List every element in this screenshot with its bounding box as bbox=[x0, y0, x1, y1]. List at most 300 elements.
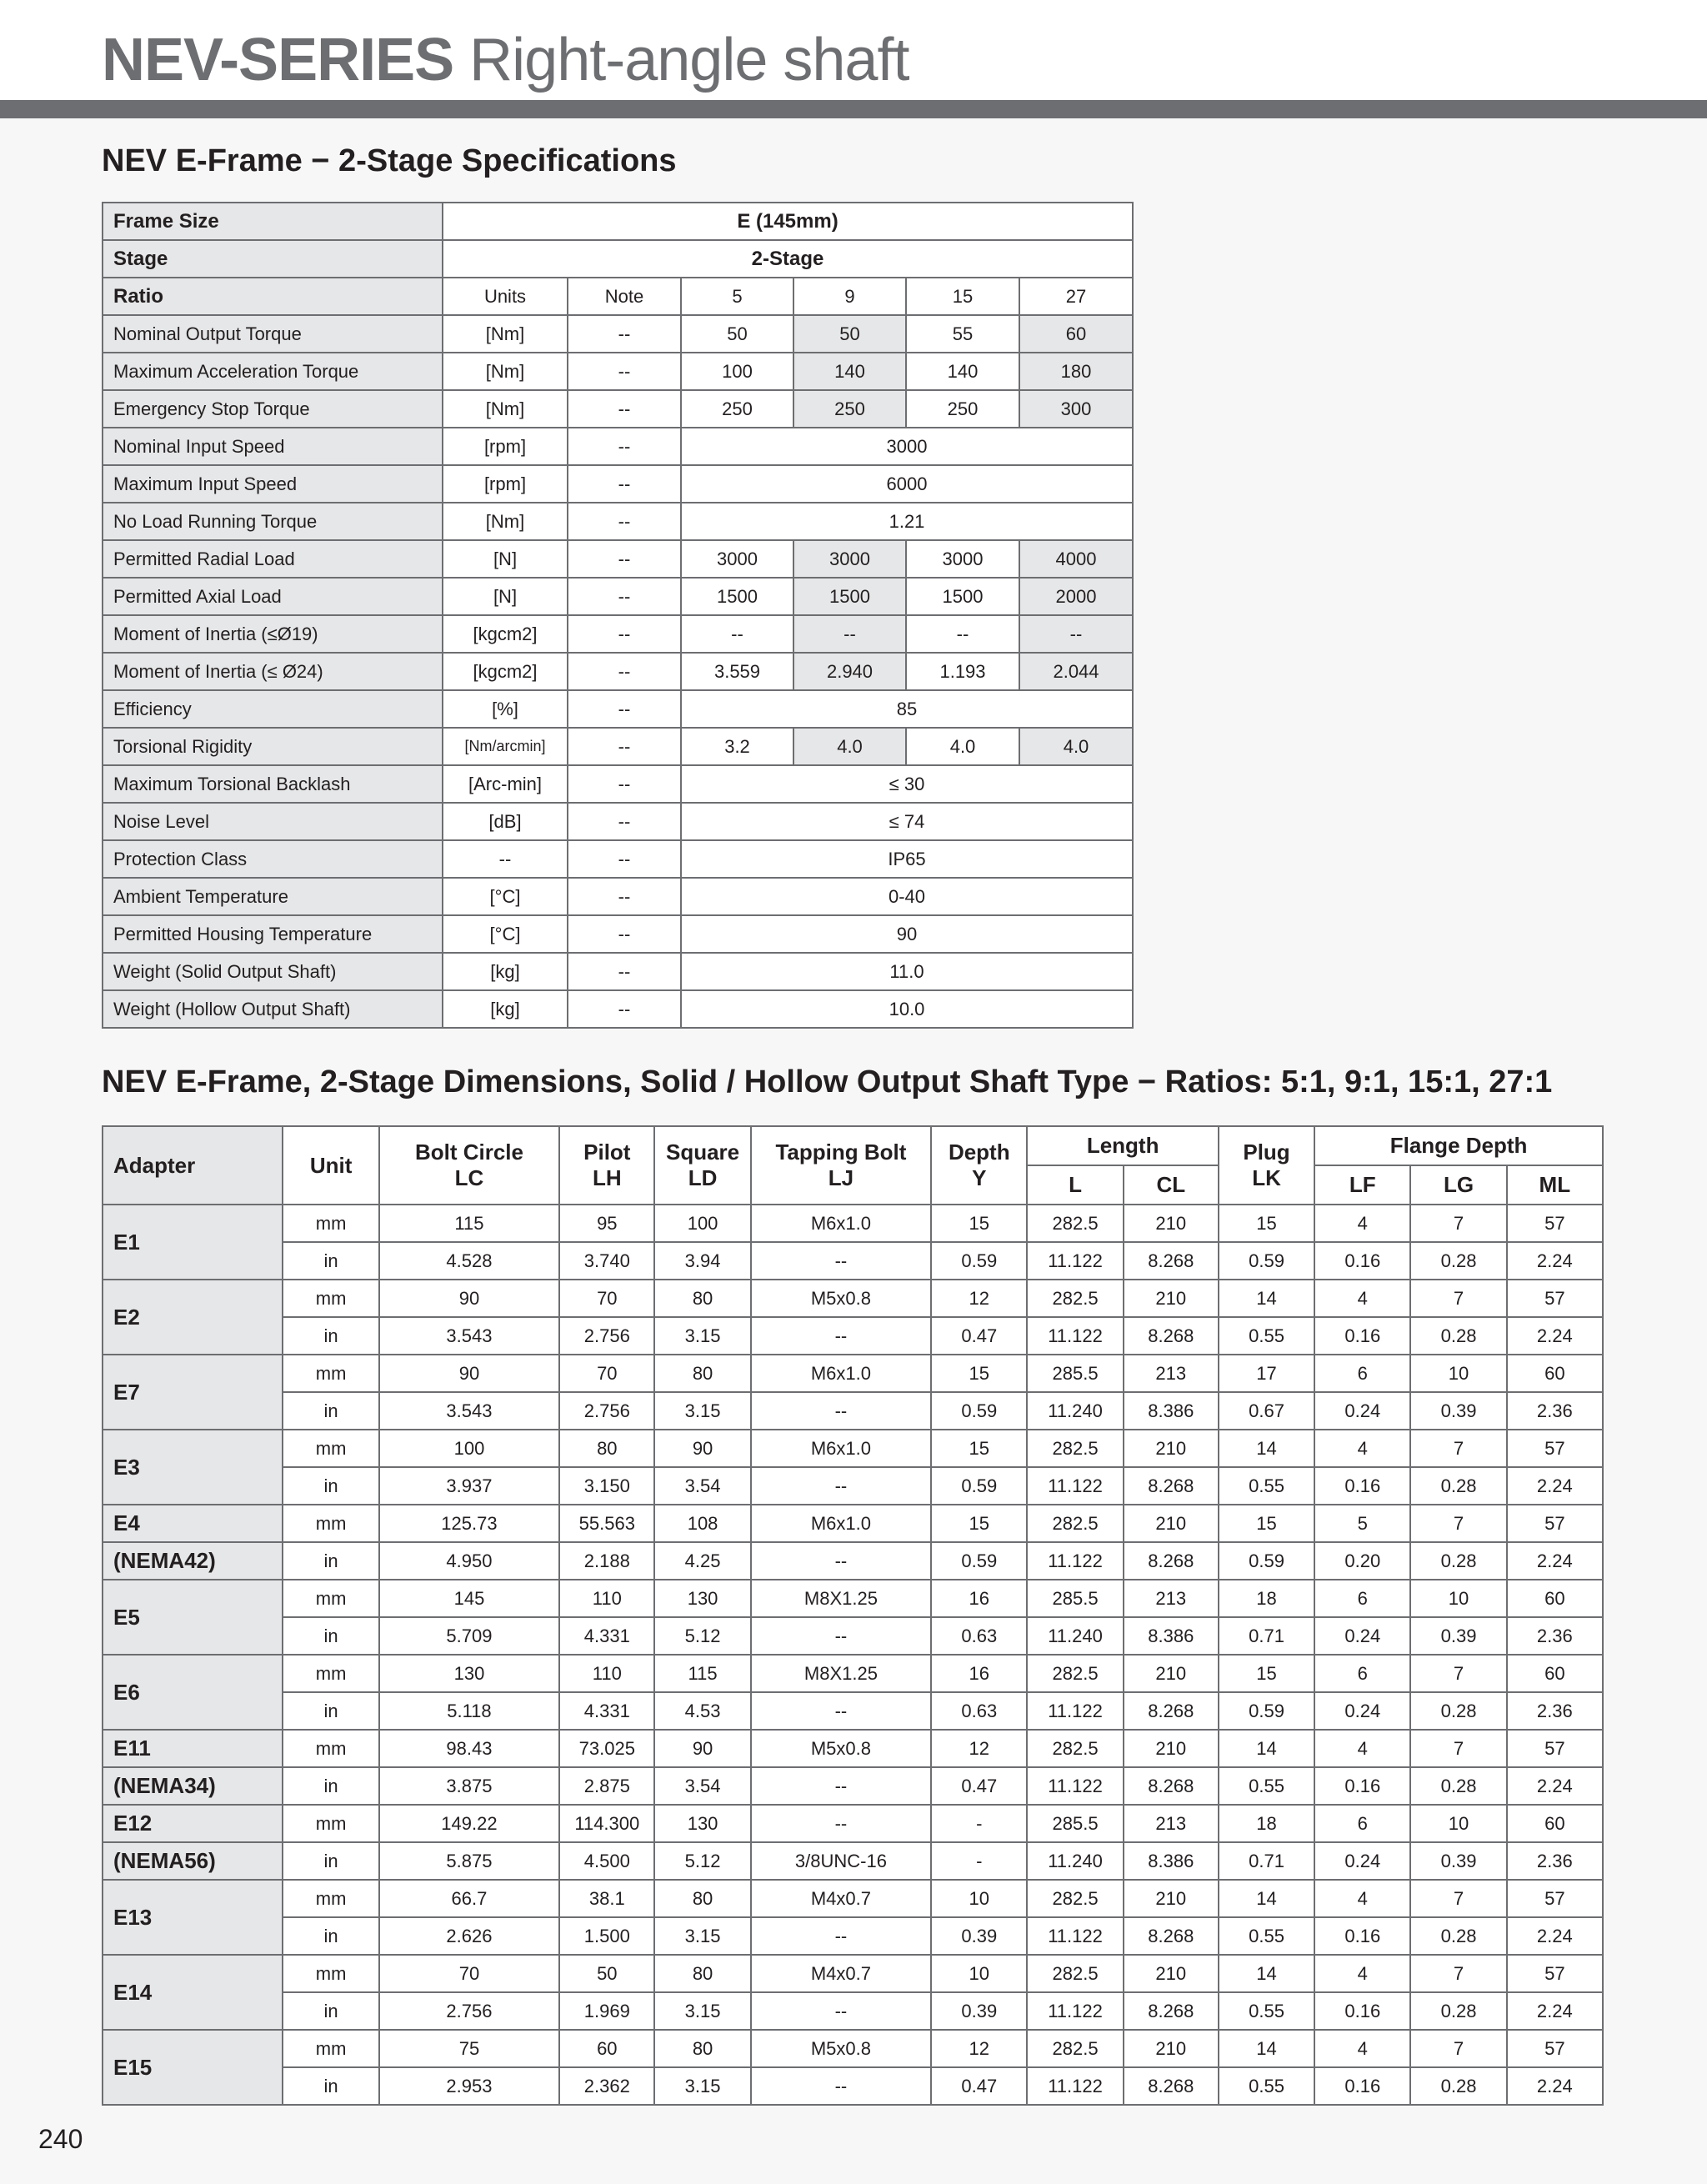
spec-section-title: NEV E-Frame − 2-Stage Specifications bbox=[102, 143, 677, 178]
spec-note: -- bbox=[568, 953, 681, 990]
spec-label: Moment of Inertia (≤ Ø24) bbox=[103, 653, 443, 690]
dim-value: 0.39 bbox=[1410, 1617, 1506, 1655]
dim-value: 0.24 bbox=[1314, 1692, 1410, 1730]
dim-value: 98.43 bbox=[379, 1730, 559, 1767]
spec-row bbox=[103, 390, 1133, 428]
dim-value: 0.16 bbox=[1314, 1317, 1410, 1355]
dim-value: 0.16 bbox=[1314, 1242, 1410, 1280]
dims-section-title: NEV E-Frame, 2-Stage Dimensions, Solid / Hollow Output Shaft Type − Ratios: 5:1, 9:1, 15:1, 27:1 bbox=[102, 1064, 1553, 1100]
dim-value: 70 bbox=[379, 1955, 559, 1992]
dim-value: 17 bbox=[1219, 1355, 1314, 1392]
plug-label: Plug bbox=[1243, 1140, 1290, 1165]
unit-cell: in bbox=[283, 1542, 378, 1580]
dim-value: 10 bbox=[1410, 1580, 1506, 1617]
dim-value: 3.15 bbox=[654, 1992, 750, 2030]
dim-value: 57 bbox=[1507, 1430, 1603, 1467]
dim-value: 5.709 bbox=[379, 1617, 559, 1655]
dim-value: 0.59 bbox=[931, 1392, 1027, 1430]
spec-row bbox=[103, 353, 1133, 390]
spec-value: 1.193 bbox=[906, 653, 1019, 690]
spec-units: [kgcm2] bbox=[443, 653, 568, 690]
dim-value: 8.268 bbox=[1124, 2067, 1219, 2105]
dim-value: 210 bbox=[1124, 1655, 1219, 1692]
spec-label: Emergency Stop Torque bbox=[103, 390, 443, 428]
dim-value: 4.528 bbox=[379, 1242, 559, 1280]
depth-header bbox=[931, 1126, 1027, 1205]
spec-label: No Load Running Torque bbox=[103, 503, 443, 540]
lg-header: LG bbox=[1410, 1165, 1506, 1205]
dim-value: 3.15 bbox=[654, 1317, 750, 1355]
dim-value: 2.36 bbox=[1507, 1617, 1603, 1655]
spec-row bbox=[103, 728, 1133, 765]
unit-cell: mm bbox=[283, 1730, 378, 1767]
dim-value: M6x1.0 bbox=[751, 1505, 931, 1542]
table-row bbox=[103, 1617, 1603, 1655]
dim-value: 0.24 bbox=[1314, 1842, 1410, 1880]
spec-units: [Nm] bbox=[443, 315, 568, 353]
dim-value: 12 bbox=[931, 1280, 1027, 1317]
spec-label: Maximum Acceleration Torque bbox=[103, 353, 443, 390]
dim-value: 16 bbox=[931, 1580, 1027, 1617]
table-row bbox=[103, 1505, 1603, 1542]
table-row bbox=[103, 1692, 1603, 1730]
spec-value-merged: IP65 bbox=[681, 840, 1133, 878]
unit-cell: in bbox=[283, 1617, 378, 1655]
spec-value: 60 bbox=[1019, 315, 1133, 353]
dim-value: 282.5 bbox=[1027, 1430, 1123, 1467]
adapter-name: E7 bbox=[103, 1355, 283, 1430]
adapter-name: E5 bbox=[103, 1580, 283, 1655]
dim-value: 5 bbox=[1314, 1505, 1410, 1542]
dim-value: 285.5 bbox=[1027, 1805, 1123, 1842]
adapter-name: (NEMA56) bbox=[103, 1842, 283, 1880]
dim-value: 2.362 bbox=[559, 2067, 654, 2105]
spec-note: -- bbox=[568, 578, 681, 615]
unit-cell: mm bbox=[283, 1280, 378, 1317]
lh-label: LH bbox=[592, 1165, 622, 1190]
l-header: L bbox=[1027, 1165, 1123, 1205]
dim-value: 210 bbox=[1124, 1505, 1219, 1542]
dim-value: 2.953 bbox=[379, 2067, 559, 2105]
spec-row bbox=[103, 990, 1133, 1028]
spec-note: -- bbox=[568, 315, 681, 353]
dim-value: 3.54 bbox=[654, 1467, 750, 1505]
dim-value: 115 bbox=[379, 1205, 559, 1242]
dim-value: 1.500 bbox=[559, 1917, 654, 1955]
dim-value: 130 bbox=[379, 1655, 559, 1692]
unit-cell: in bbox=[283, 1317, 378, 1355]
dim-value: -- bbox=[751, 1242, 931, 1280]
lc-label: LC bbox=[454, 1165, 484, 1190]
unit-cell: in bbox=[283, 1692, 378, 1730]
dim-value: -- bbox=[751, 1542, 931, 1580]
dim-value: -- bbox=[751, 1692, 931, 1730]
spec-note: -- bbox=[568, 990, 681, 1028]
dim-value: 3.543 bbox=[379, 1317, 559, 1355]
square-header bbox=[654, 1126, 750, 1205]
dim-value: 210 bbox=[1124, 1730, 1219, 1767]
dim-value: 0.28 bbox=[1410, 2067, 1506, 2105]
dim-value: 11.240 bbox=[1027, 1617, 1123, 1655]
dim-value: 2.24 bbox=[1507, 1992, 1603, 2030]
stage-value: 2-Stage bbox=[443, 240, 1133, 278]
dim-value: M4x0.7 bbox=[751, 1955, 931, 1992]
dim-value: 11.122 bbox=[1027, 1317, 1123, 1355]
dim-value: 282.5 bbox=[1027, 2030, 1123, 2067]
dim-value: 80 bbox=[559, 1430, 654, 1467]
ratio-label: Ratio bbox=[103, 278, 443, 315]
spec-label: Ambient Temperature bbox=[103, 878, 443, 915]
dim-value: 15 bbox=[931, 1205, 1027, 1242]
dim-value: M5x0.8 bbox=[751, 2030, 931, 2067]
dim-value: 2.24 bbox=[1507, 1242, 1603, 1280]
dim-value: 8.268 bbox=[1124, 1917, 1219, 1955]
spec-label: Weight (Solid Output Shaft) bbox=[103, 953, 443, 990]
table-row bbox=[103, 2030, 1603, 2067]
dim-value: 210 bbox=[1124, 1205, 1219, 1242]
table-row bbox=[103, 1355, 1603, 1392]
dim-value: 2.24 bbox=[1507, 1542, 1603, 1580]
dim-value: 0.67 bbox=[1219, 1392, 1314, 1430]
dim-value: 0.24 bbox=[1314, 1392, 1410, 1430]
spec-value: 250 bbox=[906, 390, 1019, 428]
dim-value: 4 bbox=[1314, 1430, 1410, 1467]
dim-value: 50 bbox=[559, 1955, 654, 1992]
dim-value: 73.025 bbox=[559, 1730, 654, 1767]
dim-value: 0.16 bbox=[1314, 1767, 1410, 1805]
dim-value: 3.875 bbox=[379, 1767, 559, 1805]
dim-value: - bbox=[931, 1805, 1027, 1842]
dim-value: 0.28 bbox=[1410, 1542, 1506, 1580]
spec-units: [Nm] bbox=[443, 503, 568, 540]
spec-note: -- bbox=[568, 540, 681, 578]
unit-cell: in bbox=[283, 1467, 378, 1505]
dim-value: 0.28 bbox=[1410, 1242, 1506, 1280]
dim-value: 0.28 bbox=[1410, 1692, 1506, 1730]
dim-value: 0.55 bbox=[1219, 1767, 1314, 1805]
adapter-name: E2 bbox=[103, 1280, 283, 1355]
table-row bbox=[103, 1542, 1603, 1580]
spec-row bbox=[103, 540, 1133, 578]
dim-value: 2.626 bbox=[379, 1917, 559, 1955]
spec-label: Maximum Torsional Backlash bbox=[103, 765, 443, 803]
plug-header bbox=[1219, 1126, 1314, 1205]
spec-value: 4.0 bbox=[793, 728, 906, 765]
table-row bbox=[103, 1430, 1603, 1467]
table-row bbox=[103, 1655, 1603, 1692]
dim-value: 7 bbox=[1410, 1430, 1506, 1467]
spec-label: Noise Level bbox=[103, 803, 443, 840]
spec-row bbox=[103, 878, 1133, 915]
dim-value: 0.39 bbox=[931, 1917, 1027, 1955]
dim-value: 90 bbox=[654, 1730, 750, 1767]
spec-value: 1500 bbox=[681, 578, 793, 615]
dim-value: 2.756 bbox=[559, 1317, 654, 1355]
spec-units: [N] bbox=[443, 540, 568, 578]
adapter-name: E1 bbox=[103, 1205, 283, 1280]
dim-value: 7 bbox=[1410, 1280, 1506, 1317]
dim-value: 8.268 bbox=[1124, 1767, 1219, 1805]
spec-label: Permitted Axial Load bbox=[103, 578, 443, 615]
dim-value: 57 bbox=[1507, 1280, 1603, 1317]
dim-value: 213 bbox=[1124, 1355, 1219, 1392]
dim-value: -- bbox=[751, 1392, 931, 1430]
dim-value: 38.1 bbox=[559, 1880, 654, 1917]
dim-value: 4.25 bbox=[654, 1542, 750, 1580]
table-row bbox=[103, 1880, 1603, 1917]
table-row bbox=[103, 1392, 1603, 1430]
dim-value: 66.7 bbox=[379, 1880, 559, 1917]
dim-value: 7 bbox=[1410, 1730, 1506, 1767]
dim-value: 15 bbox=[1219, 1655, 1314, 1692]
dim-value: 5.118 bbox=[379, 1692, 559, 1730]
dim-value: 0.24 bbox=[1314, 1617, 1410, 1655]
lj-label: LJ bbox=[828, 1165, 854, 1190]
dim-value: 285.5 bbox=[1027, 1355, 1123, 1392]
dim-value: 70 bbox=[559, 1280, 654, 1317]
ratio-value: 27 bbox=[1019, 278, 1133, 315]
dim-value: 80 bbox=[654, 1955, 750, 1992]
y-label: Y bbox=[972, 1165, 987, 1190]
spec-value: 3000 bbox=[793, 540, 906, 578]
dim-value: 108 bbox=[654, 1505, 750, 1542]
spec-value: 3000 bbox=[681, 540, 793, 578]
spec-label: Weight (Hollow Output Shaft) bbox=[103, 990, 443, 1028]
dim-value: 0.55 bbox=[1219, 1467, 1314, 1505]
dim-value: 3.543 bbox=[379, 1392, 559, 1430]
dim-value: - bbox=[931, 1842, 1027, 1880]
dim-value: 7 bbox=[1410, 1205, 1506, 1242]
dim-value: 8.386 bbox=[1124, 1617, 1219, 1655]
table-row bbox=[103, 1992, 1603, 2030]
unit-cell: mm bbox=[283, 1805, 378, 1842]
spec-note: -- bbox=[568, 465, 681, 503]
dim-value: 0.59 bbox=[1219, 1542, 1314, 1580]
dim-value: 11.122 bbox=[1027, 1242, 1123, 1280]
spec-value: 50 bbox=[681, 315, 793, 353]
spec-label: Permitted Housing Temperature bbox=[103, 915, 443, 953]
dim-value: 0.63 bbox=[931, 1692, 1027, 1730]
spec-label: Maximum Input Speed bbox=[103, 465, 443, 503]
dim-value: 12 bbox=[931, 2030, 1027, 2067]
dim-value: 11.240 bbox=[1027, 1392, 1123, 1430]
dim-value: 60 bbox=[559, 2030, 654, 2067]
dim-value: 60 bbox=[1507, 1580, 1603, 1617]
dim-value: 60 bbox=[1507, 1655, 1603, 1692]
dim-value: 57 bbox=[1507, 1205, 1603, 1242]
spec-note: -- bbox=[568, 915, 681, 953]
dim-value: 2.24 bbox=[1507, 1917, 1603, 1955]
dim-value: 7 bbox=[1410, 1880, 1506, 1917]
dim-value: 0.28 bbox=[1410, 1992, 1506, 2030]
spec-value: 50 bbox=[793, 315, 906, 353]
dim-value: 18 bbox=[1219, 1580, 1314, 1617]
dim-value: 70 bbox=[559, 1355, 654, 1392]
frame-size-value: E (145mm) bbox=[443, 203, 1133, 240]
adapter-name: E6 bbox=[103, 1655, 283, 1730]
spec-label: Nominal Output Torque bbox=[103, 315, 443, 353]
dim-value: 14 bbox=[1219, 1955, 1314, 1992]
dim-value: 0.55 bbox=[1219, 1917, 1314, 1955]
dim-value: 3.740 bbox=[559, 1242, 654, 1280]
adapter-name: E12 bbox=[103, 1805, 283, 1842]
dim-value: 0.55 bbox=[1219, 2067, 1314, 2105]
dim-value: 0.39 bbox=[1410, 1842, 1506, 1880]
dim-value: 0.16 bbox=[1314, 1917, 1410, 1955]
spec-row bbox=[103, 840, 1133, 878]
spec-units: [%] bbox=[443, 690, 568, 728]
dim-value: 10 bbox=[931, 1955, 1027, 1992]
dim-value: 57 bbox=[1507, 1955, 1603, 1992]
spec-value-merged: 90 bbox=[681, 915, 1133, 953]
unit-cell: mm bbox=[283, 2030, 378, 2067]
dim-value: 5.875 bbox=[379, 1842, 559, 1880]
dim-value: 18 bbox=[1219, 1805, 1314, 1842]
dim-value: 125.73 bbox=[379, 1505, 559, 1542]
table-row bbox=[103, 1205, 1603, 1242]
page-title-bold: NEV-SERIES bbox=[102, 27, 454, 93]
spec-units: [dB] bbox=[443, 803, 568, 840]
table-row bbox=[103, 2067, 1603, 2105]
dim-value: 10 bbox=[1410, 1355, 1506, 1392]
table-row bbox=[103, 1280, 1603, 1317]
spec-units: [Nm] bbox=[443, 390, 568, 428]
dim-value: 8.386 bbox=[1124, 1392, 1219, 1430]
dim-value: 8.268 bbox=[1124, 1317, 1219, 1355]
dim-value: 0.55 bbox=[1219, 1992, 1314, 2030]
dim-value: 145 bbox=[379, 1580, 559, 1617]
dim-value: 2.36 bbox=[1507, 1392, 1603, 1430]
dim-value: 0.55 bbox=[1219, 1317, 1314, 1355]
dim-value: 2.36 bbox=[1507, 1842, 1603, 1880]
dim-value: 4.950 bbox=[379, 1542, 559, 1580]
dim-value: 11.122 bbox=[1027, 1692, 1123, 1730]
dim-value: 213 bbox=[1124, 1805, 1219, 1842]
unit-header: Unit bbox=[283, 1126, 378, 1205]
spec-value: 55 bbox=[906, 315, 1019, 353]
dim-value: 2.188 bbox=[559, 1542, 654, 1580]
dim-value: 2.24 bbox=[1507, 1317, 1603, 1355]
unit-cell: mm bbox=[283, 1955, 378, 1992]
dim-value: 8.386 bbox=[1124, 1842, 1219, 1880]
dim-value: 4 bbox=[1314, 1205, 1410, 1242]
table-row bbox=[103, 1580, 1603, 1617]
dim-value: M5x0.8 bbox=[751, 1280, 931, 1317]
ml-header: ML bbox=[1507, 1165, 1603, 1205]
spec-value: 3.2 bbox=[681, 728, 793, 765]
frame-size-label: Frame Size bbox=[103, 203, 443, 240]
adapter-name: E11 bbox=[103, 1730, 283, 1767]
dim-value: -- bbox=[751, 2067, 931, 2105]
dim-value: -- bbox=[751, 1992, 931, 2030]
unit-cell: in bbox=[283, 1392, 378, 1430]
dim-value: 110 bbox=[559, 1655, 654, 1692]
dim-value: 282.5 bbox=[1027, 1730, 1123, 1767]
dim-value: M5x0.8 bbox=[751, 1730, 931, 1767]
dim-value: 7 bbox=[1410, 1655, 1506, 1692]
dim-value: 4 bbox=[1314, 1880, 1410, 1917]
table-row bbox=[103, 1955, 1603, 1992]
spec-label: Efficiency bbox=[103, 690, 443, 728]
ld-label: LD bbox=[688, 1165, 718, 1190]
spec-value: 140 bbox=[906, 353, 1019, 390]
unit-cell: mm bbox=[283, 1205, 378, 1242]
spec-row-frame-size bbox=[103, 203, 1133, 240]
spec-value: 4000 bbox=[1019, 540, 1133, 578]
spec-value-merged: ≤ 74 bbox=[681, 803, 1133, 840]
adapter-name: E14 bbox=[103, 1955, 283, 2030]
spec-value: 140 bbox=[793, 353, 906, 390]
dims-table-header bbox=[103, 1126, 1603, 1205]
dim-value: -- bbox=[751, 1317, 931, 1355]
dim-value: 213 bbox=[1124, 1580, 1219, 1617]
spec-row bbox=[103, 578, 1133, 615]
dim-value: 0.28 bbox=[1410, 1317, 1506, 1355]
dim-value: 11.240 bbox=[1027, 1842, 1123, 1880]
table-row bbox=[103, 1917, 1603, 1955]
spec-units: [°C] bbox=[443, 878, 568, 915]
dim-value: 8.268 bbox=[1124, 1692, 1219, 1730]
dim-value: M8X1.25 bbox=[751, 1655, 931, 1692]
bolt-circle-label: Bolt Circle bbox=[414, 1140, 523, 1165]
dim-value: -- bbox=[751, 1917, 931, 1955]
dim-value: 7 bbox=[1410, 1955, 1506, 1992]
table-row bbox=[103, 1805, 1603, 1842]
dim-value: 12 bbox=[931, 1730, 1027, 1767]
dim-value: 15 bbox=[931, 1355, 1027, 1392]
dim-value: M4x0.7 bbox=[751, 1880, 931, 1917]
dim-value: 95 bbox=[559, 1205, 654, 1242]
spec-value-merged: 85 bbox=[681, 690, 1133, 728]
dim-value: 6 bbox=[1314, 1805, 1410, 1842]
spec-units: [N] bbox=[443, 578, 568, 615]
unit-cell: in bbox=[283, 1767, 378, 1805]
unit-cell: mm bbox=[283, 1430, 378, 1467]
depth-label: Depth bbox=[948, 1140, 1010, 1165]
table-row bbox=[103, 1242, 1603, 1280]
spec-row bbox=[103, 953, 1133, 990]
dim-value: 57 bbox=[1507, 2030, 1603, 2067]
dim-value: 8.268 bbox=[1124, 1242, 1219, 1280]
dim-value: 0.59 bbox=[931, 1467, 1027, 1505]
dim-value: 11.122 bbox=[1027, 1917, 1123, 1955]
page-title-light: Right-angle shaft bbox=[469, 27, 909, 93]
spec-value: 2.044 bbox=[1019, 653, 1133, 690]
square-label: Square bbox=[665, 1140, 740, 1165]
dim-value: 4 bbox=[1314, 1730, 1410, 1767]
adapter-name: E4 bbox=[103, 1505, 283, 1542]
dim-value: 6 bbox=[1314, 1655, 1410, 1692]
spec-value: -- bbox=[793, 615, 906, 653]
spec-units: [kgcm2] bbox=[443, 615, 568, 653]
dim-value: 0.39 bbox=[931, 1992, 1027, 2030]
dim-value: 282.5 bbox=[1027, 1280, 1123, 1317]
dim-value: 10 bbox=[931, 1880, 1027, 1917]
tapping-bolt-label: Tapping Bolt bbox=[775, 1140, 907, 1165]
dim-value: 5.12 bbox=[654, 1617, 750, 1655]
stage-label: Stage bbox=[103, 240, 443, 278]
length-header: Length bbox=[1027, 1126, 1219, 1165]
dim-value: 3.150 bbox=[559, 1467, 654, 1505]
dim-value: 0.71 bbox=[1219, 1617, 1314, 1655]
dim-value: 2.36 bbox=[1507, 1692, 1603, 1730]
dim-value: M6x1.0 bbox=[751, 1355, 931, 1392]
unit-cell: in bbox=[283, 2067, 378, 2105]
dim-value: 90 bbox=[379, 1355, 559, 1392]
spec-label: Nominal Input Speed bbox=[103, 428, 443, 465]
dim-value: 8.268 bbox=[1124, 1542, 1219, 1580]
dim-value: 7 bbox=[1410, 1505, 1506, 1542]
